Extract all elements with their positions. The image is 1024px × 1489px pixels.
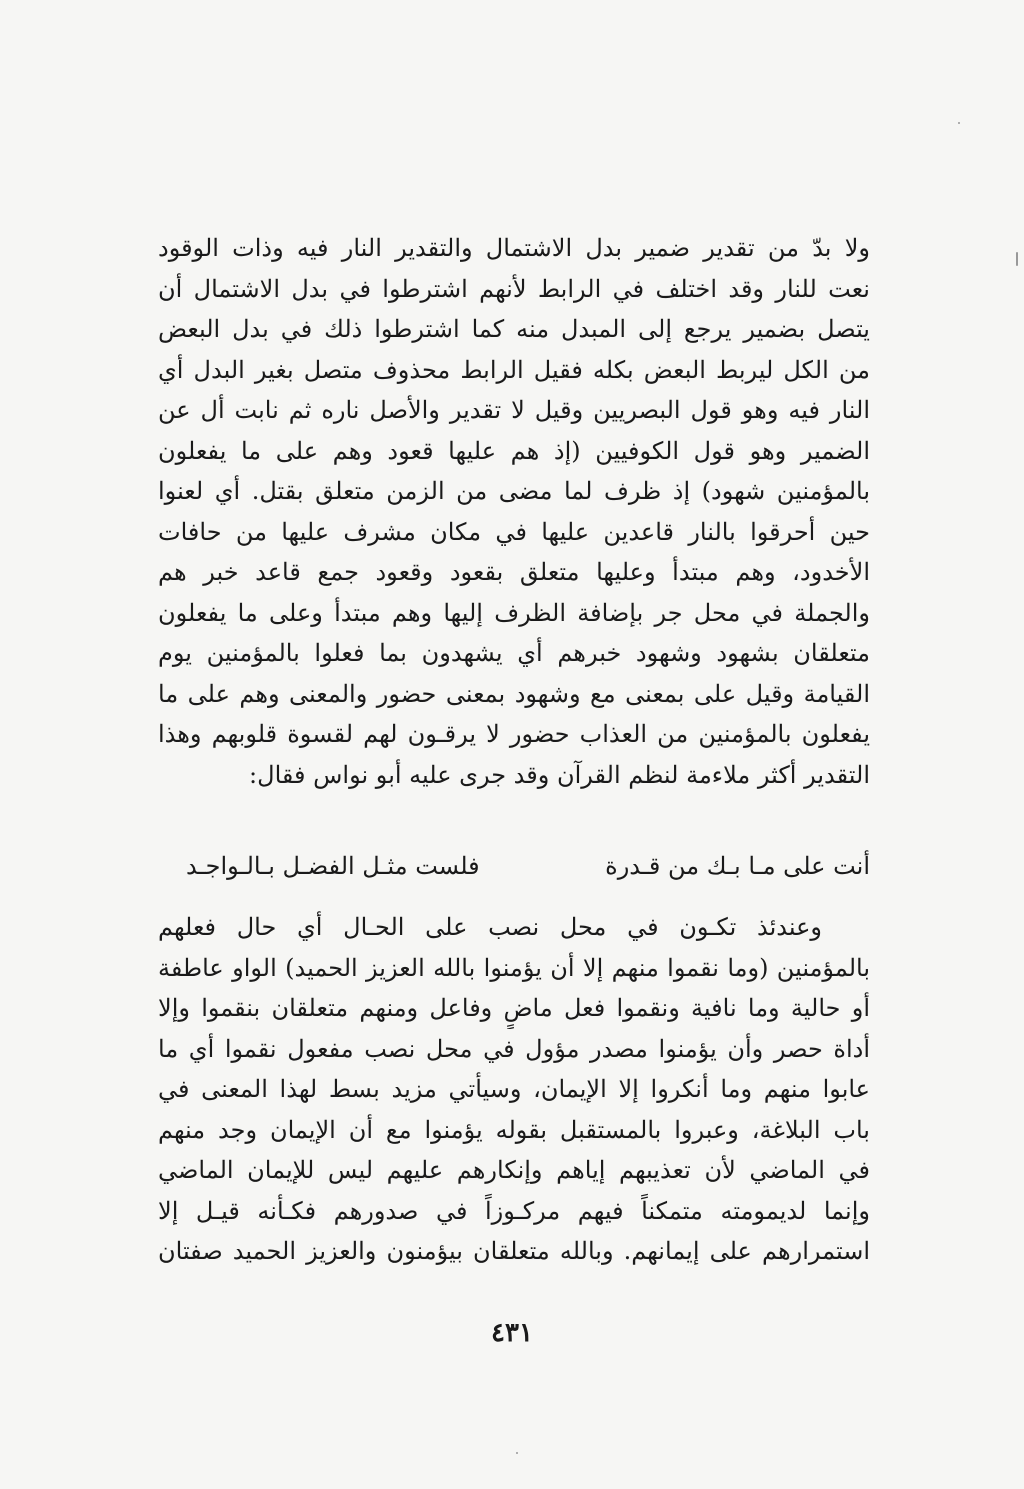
page-number: ٤٣١ — [491, 1318, 533, 1348]
paragraph-1 — [158, 228, 870, 795]
text-line: والجملة في محل جر بإضافة الظرف إليها وهم مبتدأ وعلى ما يفعلون — [158, 598, 870, 627]
text-line: التقدير أكثر ملاءمة لنظم القرآن وقد جرى عليه أبو نواس فقال: — [249, 760, 870, 789]
text-line: أو حالية وما نافية ونقموا فعل ماضٍ وفاعل ومنهم متعلقان بنقموا وإلا — [158, 994, 870, 1022]
text-line: باب البلاغة، وعبروا بالمستقبل بقوله يؤمنوا مع أن الإيمان وجد منهم — [158, 1115, 870, 1144]
text-line: الضمير وهو قول الكوفيين (إذ هم عليها قعود وهم على ما يفعلون — [158, 436, 870, 465]
text-line: بالمؤمنين شهود) إذ ظرف لما مضى من الزمن متعلق بقتل. أي لعنوا — [158, 477, 870, 505]
text-line: عابوا منهم وما أنكروا إلا الإيمان، وسيأتي مزيد بسط لهذا المعنى في — [158, 1075, 870, 1103]
text-line: بالمؤمنين (وما نقموا منهم إلا أن يؤمنوا بالله العزيز الحميد) الواو عاطفة — [158, 953, 870, 982]
poetry-verse — [158, 846, 870, 886]
text-line: من الكل ليربط البعض بكله فقيل الرابط محذوف متصل بغير البدل أي — [158, 355, 870, 384]
text-line: حين أحرقوا بالنار قاعدين عليها في مكان مشرف عليها من حافات — [158, 517, 870, 546]
text-line: في الماضي لأن تعذيبهم إياهم وإنكارهم عليهم ليس للإيمان الماضي — [158, 1156, 870, 1184]
text-line: وعندئذ تكـون في محل نصب على الحـال أي حال فعلهم — [158, 913, 822, 941]
text-line: نعت للنار وقد اختلف في الرابط لأنهم اشترطوا في بدل الاشتمال أن — [158, 274, 870, 303]
text-line: القيامة وقيل على بمعنى مع وشهود بمعنى حضور والمعنى وهم على ما — [158, 679, 870, 708]
text-line: متعلقان بشهود وشهود خبرهم أي يشهدون بما فعلوا بالمؤمنين يوم — [158, 639, 870, 667]
text-line: استمرارهم على إيمانهم. وبالله متعلقان بيؤمنون والعزيز الحميد صفتان — [158, 1237, 870, 1265]
text-line: يتصل بضمير يرجع إلى المبدل منه كما اشترطوا ذلك في بدل البعض — [158, 315, 870, 343]
verse-second-hemistich: فلست مثـل الفضـل بـالـواجـد — [186, 852, 480, 880]
text-line: الأخدود، وهم مبتدأ وعليها متعلق بقعود وقعود جمع قاعد خبر هم — [158, 558, 870, 586]
text-line: النار فيه وهو قول البصريين وقيل لا تقدير والأصل ناره ثم نابت أل عن — [158, 396, 870, 424]
text-line: وإنما لديمومته متمكناً فيهم مركـوزاً في صدورهم فكـأنه قيـل إلا — [158, 1196, 870, 1225]
text-line: يفعلون بالمؤمنين من العذاب حضور لا يرقـون لهم لقسوة قلوبهم وهذا — [158, 720, 870, 748]
scan-speck — [958, 122, 960, 124]
scan-speck — [1016, 252, 1018, 266]
text-line: أداة حصر وأن يؤمنوا مصدر مؤول في محل نصب مفعول نقموا أي ما — [158, 1034, 870, 1063]
paragraph-2 — [158, 907, 870, 1272]
verse-first-hemistich: أنت على مـا بـك من قـدرة — [605, 852, 870, 880]
text-line: ولا بدّ من تقدير ضمير بدل الاشتمال والتقدير النار فيه وذات الوقود — [158, 234, 870, 262]
scan-speck — [516, 1452, 518, 1454]
